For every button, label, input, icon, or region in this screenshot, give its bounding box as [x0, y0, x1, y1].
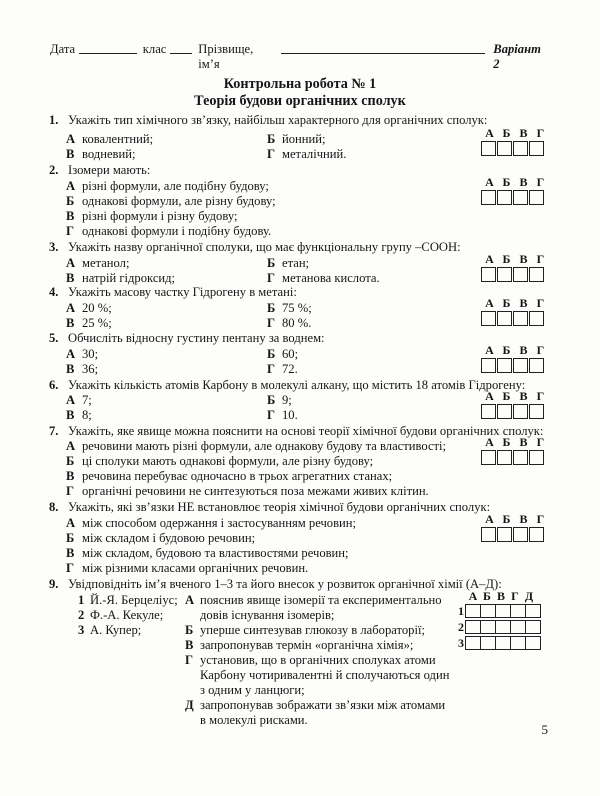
answer-box[interactable] [529, 311, 544, 326]
answer-box[interactable] [481, 141, 496, 156]
scientist-1-name: Й.-Я. Берцеліус; [90, 593, 178, 607]
answer-box[interactable] [529, 190, 544, 205]
q4-opt-a-text: 20 %; [82, 301, 112, 315]
answer-box[interactable] [480, 636, 496, 650]
answer-box[interactable] [481, 527, 496, 542]
grid-letter: Г [536, 296, 545, 310]
q7-opt-a-letter: А [66, 439, 76, 453]
q8-opt-a-text: між способом одержання і застосуванням речовин; [82, 516, 357, 530]
q2-opt-b-text: однакові формули, але різну будову; [82, 194, 276, 208]
q2-opt-v-text: різні формули і різну будову; [82, 209, 238, 223]
q3-opt-v-text: натрій гідроксид; [82, 271, 176, 285]
q7-opt-v-text: речовина перебуває одночасно в трьох агрегатних станах; [82, 469, 393, 483]
grid-letter: А [468, 589, 478, 603]
q7-opt-v-letter: В [66, 469, 75, 483]
answer-box[interactable] [497, 267, 512, 282]
grid-row-number: 3 [458, 635, 464, 650]
answer-box[interactable] [481, 450, 496, 465]
question-3-text: Укажіть назву органічної сполуки, що має функціональну групу –СООН: [68, 240, 461, 254]
grid-letter: А [485, 389, 494, 403]
q2-opt-g-text: однакові формули і подібну будову. [82, 224, 272, 238]
answer-grid-q2[interactable] [481, 176, 549, 205]
grid-letter: В [519, 252, 528, 266]
q5-opt-b-text: 60; [282, 347, 299, 361]
question-6-number: 6. [49, 378, 59, 392]
q6-opt-a-text: 7; [82, 393, 92, 407]
grid-letter: Б [502, 435, 511, 449]
q1-opt-v-letter: В [66, 147, 75, 161]
worksheet-header [50, 42, 550, 72]
answer-box[interactable] [481, 267, 496, 282]
q6-opt-g-letter: Г [267, 408, 276, 422]
answer-box[interactable] [529, 267, 544, 282]
grid-letter: А [485, 343, 494, 357]
grid-letter: В [519, 296, 528, 310]
answer-box[interactable] [529, 450, 544, 465]
q1-opt-b-letter: Б [267, 132, 276, 146]
grid-letter: А [485, 252, 494, 266]
grid-letter: Б [502, 343, 511, 357]
grid-letter: Д [524, 589, 534, 603]
contribution-a-letter: А [185, 593, 195, 607]
answer-grid-q7[interactable] [481, 436, 549, 465]
answer-box[interactable] [497, 311, 512, 326]
q7-opt-b-text: ці сполуки мають однакові формули, але різну будову; [82, 454, 374, 468]
q4-opt-v-text: 25 %; [82, 316, 112, 330]
q3-opt-g-text: метанова кислота. [282, 271, 380, 285]
answer-box[interactable] [497, 404, 512, 419]
grid-letter: Б [483, 589, 491, 603]
answer-grid-q1[interactable] [481, 127, 549, 156]
answer-box[interactable] [497, 141, 512, 156]
q5-opt-v-text: 36; [82, 362, 99, 376]
answer-box[interactable] [513, 267, 528, 282]
answer-box[interactable] [513, 404, 528, 419]
grid-letter: В [519, 343, 528, 357]
grid-letter: В [519, 435, 528, 449]
q5-opt-v-letter: В [66, 362, 75, 376]
contribution-g-line3: з одним у ланцюги; [200, 683, 305, 697]
answer-grid-q6[interactable] [481, 390, 549, 419]
answer-box[interactable] [495, 636, 511, 650]
answer-grid-q5[interactable] [481, 344, 549, 373]
question-7-text: Укажіть, яке явище можна пояснити на основі теорії хімічної будови органічних сполук: [68, 424, 544, 438]
contribution-g-line1: установив, що в органічних сполуках атоми [200, 653, 436, 667]
answer-box[interactable] [480, 620, 496, 634]
q6-opt-b-text: 9; [282, 393, 292, 407]
grid-letter: Г [536, 512, 545, 526]
q3-opt-a-letter: А [66, 256, 76, 270]
q4-opt-g-letter: Г [267, 316, 276, 330]
contribution-v-line1: запропонував термін «органічна хімія»; [200, 638, 414, 652]
page-number: 5 [541, 722, 548, 737]
scientist-3-number: 3 [78, 623, 85, 637]
answer-box[interactable] [510, 636, 526, 650]
grid-letter: В [496, 589, 505, 603]
grid-letter: Г [536, 126, 545, 140]
answer-box[interactable] [465, 604, 481, 618]
answer-box[interactable] [513, 358, 528, 373]
answer-box[interactable] [495, 604, 511, 618]
grid-letter: А [485, 512, 494, 526]
class-blank[interactable] [170, 42, 192, 54]
contribution-v-letter: В [185, 638, 194, 652]
q7-opt-a-text: речовини мають різні формули, але однакову будову та властивості; [82, 439, 447, 453]
grid-letter: В [519, 512, 528, 526]
grid-letter: Г [536, 435, 545, 449]
q1-opt-a-text: ковалентний; [82, 132, 154, 146]
question-3-number: 3. [49, 240, 59, 254]
grid-letter: Б [502, 175, 511, 189]
q5-opt-g-letter: Г [267, 362, 276, 376]
grid-letter: Б [502, 512, 511, 526]
question-1-text: Укажіть тип хімічного зв’язку, найбільш характерного для органічних сполук: [68, 113, 488, 127]
scientist-2-name: Ф.-А. Кекуле; [90, 608, 164, 622]
test-title: Контрольна робота № 1 [223, 76, 377, 92]
q6-opt-a-letter: А [66, 393, 76, 407]
q6-opt-v-text: 8; [82, 408, 92, 422]
answer-box[interactable] [495, 620, 511, 634]
grid-letter: В [519, 175, 528, 189]
question-8-text: Укажіть, які зв’язки НЕ встановлює теорія хімічної будови органічних сполук: [68, 500, 491, 514]
question-7-number: 7. [49, 424, 59, 438]
grid-letter: Б [502, 126, 511, 140]
answer-box[interactable] [529, 527, 544, 542]
question-4-text: Укажіть масову частку Гідрогену в метані: [68, 285, 297, 299]
q2-opt-b-letter: Б [66, 194, 75, 208]
contribution-d-letter: Д [185, 698, 194, 712]
scientist-2-number: 2 [78, 608, 85, 622]
contribution-d-line2: в молекулі рисками. [200, 713, 308, 727]
q8-opt-v-letter: В [66, 546, 75, 560]
q2-opt-a-text: різні формули, але подібну будову; [82, 179, 269, 193]
scientist-3-name: А. Купер; [90, 623, 142, 637]
answer-box[interactable] [525, 636, 541, 650]
answer-box[interactable] [529, 141, 544, 156]
answer-box[interactable] [513, 141, 528, 156]
answer-box[interactable] [510, 620, 526, 634]
answer-box[interactable] [497, 190, 512, 205]
grid-letter: А [485, 126, 494, 140]
answer-box[interactable] [481, 311, 496, 326]
name-blank[interactable] [281, 42, 485, 54]
grid-letter: Г [536, 343, 545, 357]
matching-grid-q9[interactable] [458, 590, 541, 651]
contribution-a-line1: пояснив явище ізомерії та експериментально [200, 593, 442, 607]
q1-opt-g-text: металічний. [282, 147, 347, 161]
q2-opt-a-letter: А [66, 179, 76, 193]
q4-opt-a-letter: А [66, 301, 76, 315]
answer-box[interactable] [525, 604, 541, 618]
q2-opt-g-letter: Г [66, 224, 75, 238]
q3-opt-b-letter: Б [267, 256, 276, 270]
grid-letter: А [485, 435, 494, 449]
answer-grid-q4[interactable] [481, 297, 549, 326]
q3-opt-v-letter: В [66, 271, 75, 285]
q8-opt-v-text: між складом, будовою та властивостями речовин; [82, 546, 349, 560]
scientist-1-number: 1 [78, 593, 85, 607]
q4-opt-b-letter: Б [267, 301, 276, 315]
q1-opt-b-text: йонний; [282, 132, 326, 146]
contribution-b-line1: уперше синтезував глюкозу в лабораторії; [200, 623, 425, 637]
variant-label: Варіант 2 [493, 42, 541, 71]
q5-opt-a-letter: А [66, 347, 76, 361]
answer-box[interactable] [481, 190, 496, 205]
q5-opt-g-text: 72. [282, 362, 298, 376]
grid-letter: В [519, 389, 528, 403]
contribution-g-letter: Г [185, 653, 194, 667]
q8-opt-a-letter: А [66, 516, 76, 530]
date-blank[interactable] [79, 42, 137, 54]
grid-letter: Г [536, 252, 545, 266]
q5-opt-a-text: 30; [82, 347, 99, 361]
answer-box[interactable] [465, 636, 481, 650]
q7-opt-b-letter: Б [66, 454, 75, 468]
date-label: Дата [50, 42, 76, 56]
grid-letter: А [485, 296, 494, 310]
answer-box[interactable] [513, 190, 528, 205]
grid-letter: Б [502, 252, 511, 266]
q1-opt-a-letter: А [66, 132, 76, 146]
question-4-number: 4. [49, 285, 59, 299]
answer-box[interactable] [513, 450, 528, 465]
q1-opt-g-letter: Г [267, 147, 276, 161]
question-1-number: 1. [49, 113, 59, 127]
grid-letter: Б [502, 389, 511, 403]
question-6-text: Укажіть кількість атомів Карбону в молекулі алкану, що містить 18 атомів Гідрогену: [68, 378, 526, 392]
question-9-number: 9. [49, 577, 59, 591]
q6-opt-v-letter: В [66, 408, 75, 422]
question-5-number: 5. [49, 331, 59, 345]
question-8-number: 8. [49, 500, 59, 514]
q4-opt-g-text: 80 %. [282, 316, 312, 330]
answer-grid-q8[interactable] [481, 513, 549, 542]
q7-opt-g-letter: Г [66, 484, 75, 498]
q7-opt-g-text: органічні речовини не синтезуються поза межами живих клітин. [82, 484, 429, 498]
answer-box[interactable] [481, 404, 496, 419]
q1-opt-v-text: водневий; [82, 147, 136, 161]
contribution-d-line1: запропонував зображати зв’язки між атомами [200, 698, 446, 712]
grid-letter: А [485, 175, 494, 189]
name-label: Прізвище, ім’я [198, 42, 254, 71]
q3-opt-b-text: етан; [282, 256, 310, 270]
grid-row-number: 2 [458, 619, 464, 634]
q8-opt-g-letter: Г [66, 561, 75, 575]
answer-box[interactable] [465, 620, 481, 634]
q5-opt-b-letter: Б [267, 347, 276, 361]
q3-opt-a-text: метанол; [82, 256, 130, 270]
q8-opt-g-text: між різними класами органічних речовин. [82, 561, 309, 575]
test-subtitle: Теорія будови органічних сполук [194, 93, 406, 109]
question-2-number: 2. [49, 163, 59, 177]
grid-row-number: 1 [458, 603, 464, 618]
question-2-text: Ізомери мають: [68, 163, 151, 177]
answer-grid-q3[interactable] [481, 253, 549, 282]
q8-opt-b-letter: Б [66, 531, 75, 545]
contribution-b-letter: Б [185, 623, 194, 637]
q8-opt-b-text: між складом і будовою речовин; [82, 531, 256, 545]
answer-box[interactable] [480, 604, 496, 618]
q4-opt-b-text: 75 %; [282, 301, 312, 315]
contribution-g-line2: Карбону чотиривалентні й сполучаються один [200, 668, 450, 682]
answer-box[interactable] [529, 404, 544, 419]
answer-box[interactable] [481, 358, 496, 373]
grid-letter: Г [511, 589, 519, 603]
q2-opt-v-letter: В [66, 209, 75, 223]
grid-letter: Б [502, 296, 511, 310]
q6-opt-b-letter: Б [267, 393, 276, 407]
answer-box[interactable] [513, 527, 528, 542]
q4-opt-v-letter: В [66, 316, 75, 330]
answer-box[interactable] [525, 620, 541, 634]
answer-box[interactable] [513, 311, 528, 326]
grid-letter: В [519, 126, 528, 140]
answer-box[interactable] [529, 358, 544, 373]
contribution-a-line2: довів існування ізомерів; [200, 608, 335, 622]
answer-box[interactable] [497, 527, 512, 542]
grid-letter: Г [536, 389, 545, 403]
question-9-text: Увідповідніть ім’я вченого 1–3 та його внесок у розвиток органічної хімії (А–Д): [68, 577, 502, 591]
answer-box[interactable] [497, 450, 512, 465]
answer-box[interactable] [497, 358, 512, 373]
answer-box[interactable] [510, 604, 526, 618]
grid-letter: Г [536, 175, 545, 189]
question-5-text: Обчисліть відносну густину пентану за воднем: [68, 331, 325, 345]
class-label: клас [142, 42, 167, 56]
q6-opt-g-text: 10. [282, 408, 298, 422]
q3-opt-g-letter: Г [267, 271, 276, 285]
